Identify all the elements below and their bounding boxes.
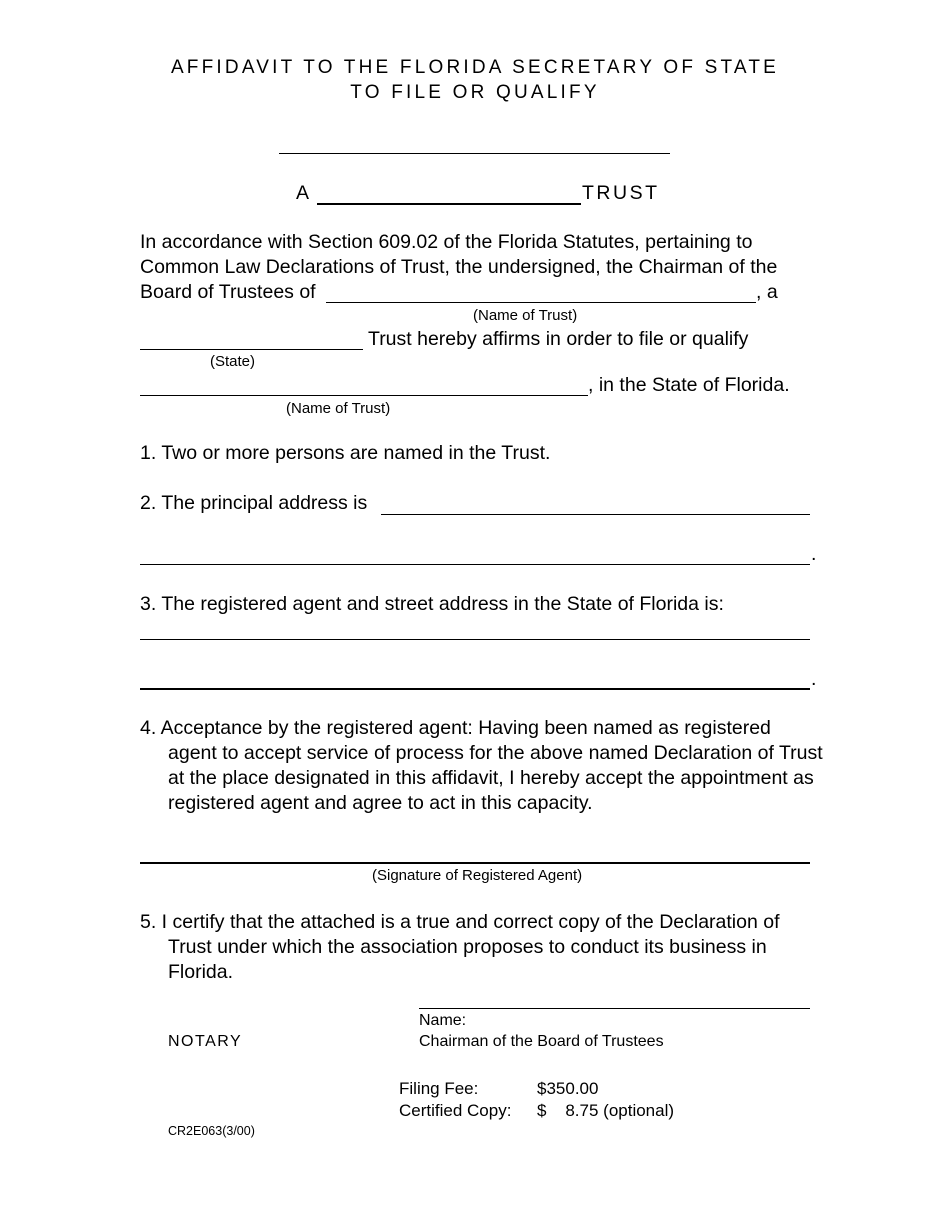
item-4-line-4: registered agent and agree to act in this capacity. (168, 792, 593, 814)
filing-fee-label: Filing Fee: (399, 1079, 479, 1098)
certified-copy-value: $ 8.75 (optional) (537, 1101, 675, 1120)
caption-name-of-trust: (Name of Trust) (473, 307, 578, 324)
item-5-line-3: Florida. (168, 961, 234, 983)
certified-copy-label: Certified Copy: (399, 1101, 512, 1120)
item-1: 1. Two or more persons are named in the Trust. (140, 442, 551, 464)
notary-label: NOTARY (168, 1033, 243, 1050)
item-4-line-2: agent to accept service of process for the above named Declaration of Trust (168, 742, 823, 764)
intro-line-5: , in the State of Florida. (588, 374, 790, 396)
item-3: 3. The registered agent and street address in the State of Florida is: (140, 593, 724, 615)
trust-name-top-field[interactable] (279, 153, 670, 154)
trust-suffix: TRUST (582, 182, 660, 204)
intro-line-3-suffix: , a (756, 281, 778, 303)
intro-line-4: Trust hereby affirms in order to file or qualify (368, 328, 749, 350)
state-field[interactable] (140, 349, 363, 350)
item-4-line-3: at the place designated in this affidavit, I hereby accept the appointment as (168, 767, 814, 789)
item-4-line-1: 4. Acceptance by the registered agent: Having been named as registered (140, 717, 771, 739)
page-title: AFFIDAVIT TO THE FLORIDA SECRETARY OF STATE (170, 57, 780, 78)
registered-agent-field-2[interactable] (140, 688, 810, 690)
item-5-line-2: Trust under which the association proposes to conduct its business in (168, 936, 767, 958)
caption-state: (State) (210, 353, 256, 370)
board-of-trustees-name-field[interactable] (326, 302, 756, 303)
caption-name-of-trust-2: (Name of Trust) (286, 400, 391, 417)
trust-name-field[interactable] (140, 395, 588, 396)
page-subtitle: TO FILE OR QUALIFY (350, 82, 600, 103)
item-2: 2. The principal address is (140, 492, 368, 514)
intro-line-3: Board of Trustees of (140, 281, 316, 303)
registered-agent-field-1[interactable] (140, 639, 810, 640)
trust-prefix: A (296, 182, 312, 204)
principal-address-field-1[interactable] (381, 514, 810, 515)
item-3-period: . (811, 668, 817, 690)
chairman-signature-field[interactable] (419, 1008, 810, 1009)
registered-agent-signature-field[interactable] (140, 862, 810, 864)
form-code: CR2E063(3/00) (168, 1124, 255, 1138)
name-label: Name: (419, 1012, 467, 1029)
chairman-title: Chairman of the Board of Trustees (419, 1033, 664, 1050)
intro-line-1: In accordance with Section 609.02 of the Florida Statutes, pertaining to (140, 231, 753, 253)
signature-caption: (Signature of Registered Agent) (372, 867, 583, 884)
intro-line-2: Common Law Declarations of Trust, the undersigned, the Chairman of the (140, 256, 778, 278)
trust-type-field[interactable] (317, 203, 581, 205)
item-5-line-1: 5. I certify that the attached is a true and correct copy of the Declaration of (140, 911, 780, 933)
filing-fee-value: $350.00 (537, 1079, 599, 1098)
item-2-period: . (811, 543, 817, 565)
principal-address-field-2[interactable] (140, 564, 810, 565)
